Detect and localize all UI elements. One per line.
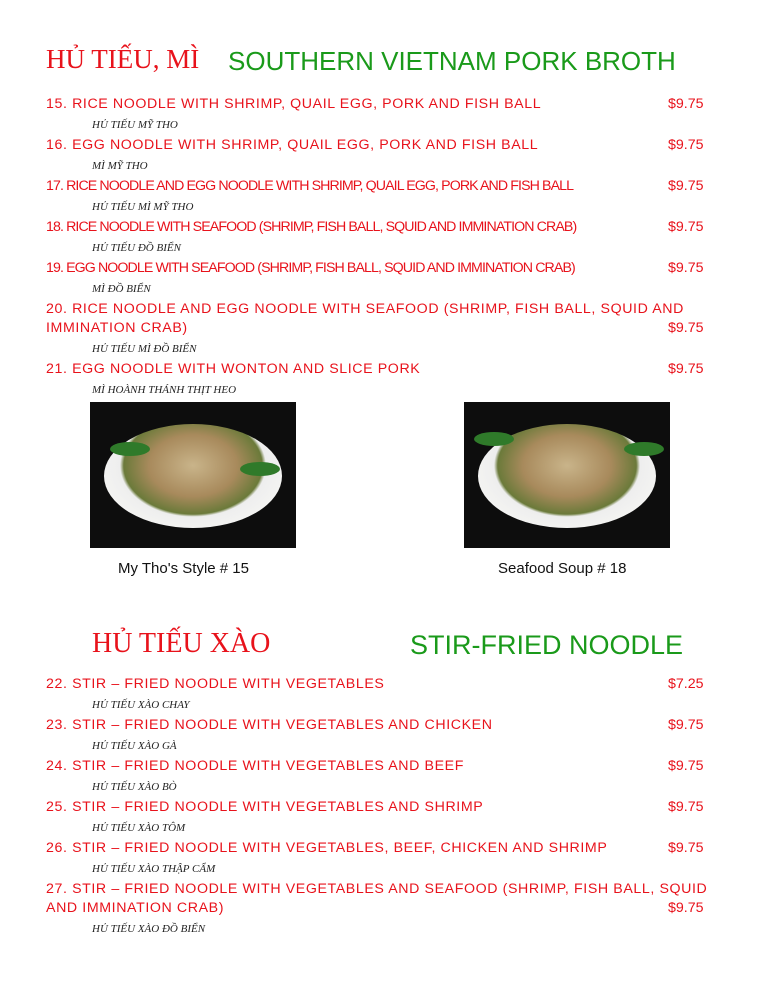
item-price: $9.75 [668, 900, 704, 916]
item-name: 19. EGG NOODLE WITH SEAFOOD (SHRIMP, FISH BALL, SQUID AND IMMINATION CRAB) [46, 260, 575, 276]
item-price: $9.75 [668, 260, 704, 276]
menu-item [46, 798, 736, 839]
photo-my-tho-style [90, 402, 296, 548]
menu-item [46, 716, 736, 757]
item-name: 20. RICE NOODLE AND EGG NOODLE WITH SEAFOOD (SHRIMP, FISH BALL, SQUID AND IMMINATION CRAB) [46, 301, 684, 336]
item-name: 22. STIR – FRIED NOODLE WITH VEGETABLES [46, 676, 385, 692]
item-vietnamese-name: HỦ TIẾU XÀO TÔM [92, 822, 186, 834]
menu-item [46, 839, 736, 880]
item-price: $9.75 [668, 758, 704, 774]
menu-item [46, 675, 736, 716]
item-vietnamese-name: HỦ TIẾU XÀO GÀ [92, 740, 177, 752]
menu-list-stir-fried [46, 675, 736, 940]
item-price: $9.75 [668, 178, 704, 194]
item-price: $9.75 [668, 96, 704, 112]
section-title-en: SOUTHERN VIETNAM PORK BROTH [228, 46, 676, 76]
item-vietnamese-name: MÌ MỸ THO [92, 160, 148, 172]
item-vietnamese-name: HỦ TIẾU XÀO BÒ [92, 781, 177, 793]
section-title-vn: HỦ TIẾU, MÌ [46, 44, 200, 74]
item-price: $9.75 [668, 717, 704, 733]
menu-item [46, 95, 736, 136]
item-name: 21. EGG NOODLE WITH WONTON AND SLICE PORK [46, 361, 421, 377]
menu-item [46, 136, 736, 177]
menu-list-pork-broth [46, 95, 736, 401]
item-price: $9.75 [668, 137, 704, 153]
menu-item [46, 880, 736, 940]
item-vietnamese-name: HỦ TIẾU XÀO THẬP CẨM [92, 863, 216, 875]
item-vietnamese-name: HỦ TIẾU MỸ THO [92, 119, 178, 131]
item-name: 16. EGG NOODLE WITH SHRIMP, QUAIL EGG, PORK AND FISH BALL [46, 137, 539, 153]
section-title-en: STIR-FRIED NOODLE [410, 630, 684, 660]
item-vietnamese-name: HỦ TIẾU XÀO ĐỒ BIỂN [92, 923, 206, 935]
item-vietnamese-name: HỦ TIẾU XÀO CHAY [92, 699, 190, 711]
menu-item [46, 177, 736, 218]
menu-item [46, 218, 736, 259]
menu-item [46, 360, 736, 401]
item-price: $7.25 [668, 676, 704, 692]
item-vietnamese-name: HỦ TIẾU ĐỒ BIỂN [92, 242, 181, 254]
item-price: $9.75 [668, 219, 704, 235]
item-price: $9.75 [668, 320, 704, 336]
item-name: 25. STIR – FRIED NOODLE WITH VEGETABLES AND SHRIMP [46, 799, 484, 815]
section-title-vn: HỦ TIẾU XÀO [92, 628, 271, 659]
photo-caption: Seafood Soup # 18 [498, 560, 627, 577]
item-vietnamese-name: HỦ TIẾU MÌ ĐỒ BIỂN [92, 343, 197, 355]
item-name: 17. RICE NOODLE AND EGG NOODLE WITH SHRIMP, QUAIL EGG, PORK AND FISH BALL [46, 178, 574, 194]
item-name: 24. STIR – FRIED NOODLE WITH VEGETABLES AND BEEF [46, 758, 464, 774]
menu-item [46, 259, 736, 300]
item-name: 23. STIR – FRIED NOODLE WITH VEGETABLES AND CHICKEN [46, 717, 493, 733]
item-vietnamese-name: HỦ TIẾU MÌ MỸ THO [92, 201, 194, 213]
item-name: 27. STIR – FRIED NOODLE WITH VEGETABLES AND SEAFOOD (SHRIMP, FISH BALL, SQUID AND IMMINATION CRAB) [46, 881, 708, 916]
photo-seafood-soup [464, 402, 670, 548]
menu-item [46, 757, 736, 798]
item-name: 26. STIR – FRIED NOODLE WITH VEGETABLES, BEEF, CHICKEN AND SHRIMP [46, 840, 608, 856]
item-vietnamese-name: MÌ ĐỒ BIỂN [92, 283, 151, 295]
item-price: $9.75 [668, 840, 704, 856]
menu-item [46, 300, 736, 360]
item-name: 15. RICE NOODLE WITH SHRIMP, QUAIL EGG, PORK AND FISH BALL [46, 96, 542, 112]
item-name: 18. RICE NOODLE WITH SEAFOOD (SHRIMP, FISH BALL, SQUID AND IMMINATION CRAB) [46, 219, 577, 235]
photo-caption: My Tho's Style # 15 [118, 560, 249, 577]
item-vietnamese-name: MÌ HOÀNH THÁNH THỊT HEO [92, 384, 237, 396]
item-price: $9.75 [668, 799, 704, 815]
item-price: $9.75 [668, 361, 704, 377]
